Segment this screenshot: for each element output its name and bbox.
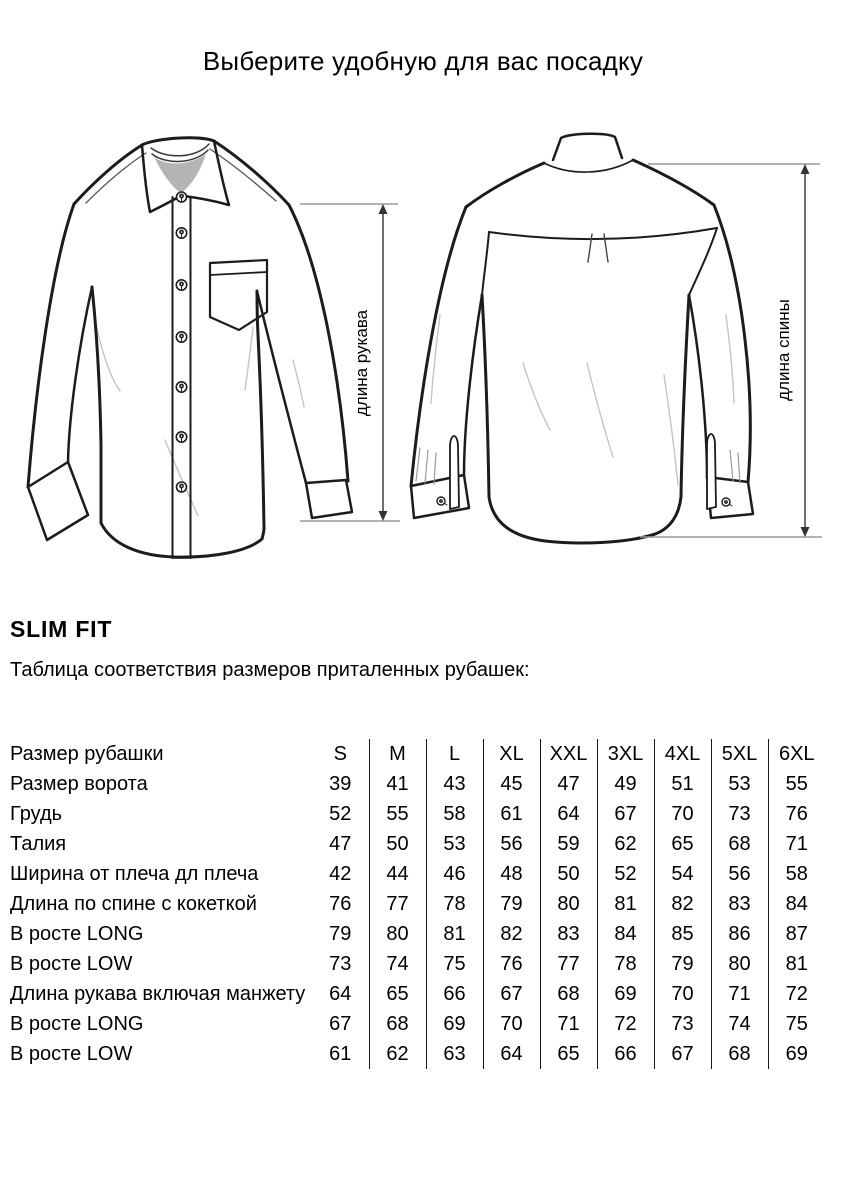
size-column-header: 4XL xyxy=(654,739,711,769)
size-table-row xyxy=(10,1009,825,1039)
size-value-cell: 71 xyxy=(711,979,768,1009)
size-value-cell: 72 xyxy=(768,979,825,1009)
size-value-cell: 51 xyxy=(654,769,711,799)
row-label: Ширина от плеча дл плеча xyxy=(10,862,259,885)
size-value-cell: 62 xyxy=(369,1039,426,1069)
row-label: Длина по спине с кокеткой xyxy=(10,892,257,915)
size-value-cell: 80 xyxy=(540,889,597,919)
sleeve-placket-right xyxy=(707,434,716,509)
size-value-cell: 49 xyxy=(597,769,654,799)
size-value-cell: 80 xyxy=(711,949,768,979)
row-label: В росте LOW xyxy=(10,1042,133,1065)
size-column-header: XXL xyxy=(540,739,597,769)
front-buttons xyxy=(176,192,186,492)
size-table-row xyxy=(10,949,825,979)
size-table-row xyxy=(10,799,825,829)
size-value-cell: 52 xyxy=(329,802,352,825)
size-table xyxy=(10,739,825,1069)
size-value-cell: 66 xyxy=(426,979,483,1009)
size-value-cell: 61 xyxy=(483,799,540,829)
row-label: Размер ворота xyxy=(10,772,148,795)
size-value-cell: 73 xyxy=(654,1009,711,1039)
shirt-back-drawing xyxy=(411,134,753,543)
size-value-cell: 75 xyxy=(768,1009,825,1039)
size-value-cell: 44 xyxy=(369,859,426,889)
size-table-row xyxy=(10,1039,825,1069)
size-value-cell: 61 xyxy=(329,1042,352,1065)
size-value-cell: 69 xyxy=(426,1009,483,1039)
size-table-row xyxy=(10,769,825,799)
size-table-row xyxy=(10,829,825,859)
size-value-cell: 78 xyxy=(597,949,654,979)
arrowhead-down-icon xyxy=(801,527,810,537)
size-value-cell: 82 xyxy=(654,889,711,919)
sleeve-length-label: длина рукава xyxy=(352,309,371,417)
size-value-cell: 70 xyxy=(654,979,711,1009)
arrowhead-up-icon xyxy=(379,204,388,214)
size-table-body xyxy=(10,739,825,1069)
size-value-cell: 71 xyxy=(768,829,825,859)
sleeve-length-dimension xyxy=(300,204,400,521)
row-label: Грудь xyxy=(10,802,63,825)
size-value-cell: 81 xyxy=(768,949,825,979)
size-value-cell: 68 xyxy=(369,1009,426,1039)
size-column-header: L xyxy=(426,739,483,769)
size-table-row xyxy=(10,859,825,889)
size-value-cell: 79 xyxy=(329,922,352,945)
size-value-cell: 86 xyxy=(711,919,768,949)
size-column-header: 5XL xyxy=(711,739,768,769)
row-label: В росте LOW xyxy=(10,952,133,975)
size-value-cell: 70 xyxy=(654,799,711,829)
size-value-cell: 73 xyxy=(329,952,352,975)
size-column-header: 6XL xyxy=(768,739,825,769)
size-value-cell: 52 xyxy=(597,859,654,889)
size-table-header-row xyxy=(10,739,825,769)
size-value-cell: 50 xyxy=(369,829,426,859)
size-value-cell: 41 xyxy=(369,769,426,799)
size-value-cell: 46 xyxy=(426,859,483,889)
size-value-cell: 58 xyxy=(768,859,825,889)
size-value-cell: 64 xyxy=(483,1039,540,1069)
size-value-cell: 55 xyxy=(369,799,426,829)
size-value-cell: 50 xyxy=(540,859,597,889)
size-table-row xyxy=(10,979,825,1009)
size-value-cell: 59 xyxy=(540,829,597,859)
arrowhead-down-icon xyxy=(379,511,388,521)
size-table-row xyxy=(10,919,825,949)
shirt-fit-diagram xyxy=(0,115,846,593)
size-value-cell: 65 xyxy=(540,1039,597,1069)
size-value-cell: 75 xyxy=(426,949,483,979)
row-label: Длина рукава включая манжету xyxy=(10,982,306,1005)
row-label: В росте LONG xyxy=(10,1012,144,1035)
size-value-cell: 56 xyxy=(483,829,540,859)
size-value-cell: 63 xyxy=(426,1039,483,1069)
size-value-cell: 70 xyxy=(483,1009,540,1039)
shirt-front-drawing xyxy=(28,138,352,558)
size-value-cell: 81 xyxy=(426,919,483,949)
size-value-cell: 65 xyxy=(369,979,426,1009)
size-value-cell: 68 xyxy=(540,979,597,1009)
size-value-cell: 72 xyxy=(597,1009,654,1039)
size-value-cell: 62 xyxy=(597,829,654,859)
size-value-cell: 48 xyxy=(483,859,540,889)
size-value-cell: 54 xyxy=(654,859,711,889)
size-value-cell: 76 xyxy=(329,892,352,915)
size-value-cell: 74 xyxy=(369,949,426,979)
cuff-button-right xyxy=(722,498,732,506)
size-value-cell: 43 xyxy=(426,769,483,799)
size-value-cell: 79 xyxy=(483,889,540,919)
size-value-cell: 83 xyxy=(540,919,597,949)
size-value-cell: 58 xyxy=(426,799,483,829)
size-value-cell: 79 xyxy=(654,949,711,979)
size-value-cell: 42 xyxy=(329,862,352,885)
size-value-cell: 39 xyxy=(329,772,352,795)
size-column-header: M xyxy=(369,739,426,769)
section-subtitle: Таблица соответствия размеров приталенных рубашек: xyxy=(10,659,530,681)
size-value-cell: 67 xyxy=(329,1012,352,1035)
cuff-button-left xyxy=(437,497,447,505)
size-value-cell: 81 xyxy=(597,889,654,919)
size-value-cell: 68 xyxy=(711,829,768,859)
size-value-cell: 83 xyxy=(711,889,768,919)
size-value-cell: 67 xyxy=(654,1039,711,1069)
size-value-cell: 64 xyxy=(540,799,597,829)
size-value-cell: 71 xyxy=(540,1009,597,1039)
size-value-cell: 78 xyxy=(426,889,483,919)
size-table-row xyxy=(10,889,825,919)
arrowhead-up-icon xyxy=(801,164,810,174)
page-title: Выберите удобную для вас посадку xyxy=(202,46,644,76)
size-value-cell: 69 xyxy=(597,979,654,1009)
size-value-cell: 87 xyxy=(768,919,825,949)
size-column-header: XL xyxy=(483,739,540,769)
size-value-cell: 73 xyxy=(711,799,768,829)
size-value-cell: 76 xyxy=(768,799,825,829)
size-value-cell: 84 xyxy=(597,919,654,949)
size-value-cell: 82 xyxy=(483,919,540,949)
size-value-cell: 55 xyxy=(768,769,825,799)
row-label: Размер рубашки xyxy=(10,742,164,765)
size-value-cell: 45 xyxy=(483,769,540,799)
size-value-cell: 69 xyxy=(768,1039,825,1069)
section-heading: SLIM FIT xyxy=(10,616,113,642)
size-value-cell: 76 xyxy=(483,949,540,979)
size-value-cell: 77 xyxy=(369,889,426,919)
row-label: В росте LONG xyxy=(10,922,144,945)
size-value-cell: 53 xyxy=(711,769,768,799)
size-value-cell: 84 xyxy=(768,889,825,919)
size-value-cell: 68 xyxy=(711,1039,768,1069)
size-value-cell: 53 xyxy=(426,829,483,859)
size-value-cell: 80 xyxy=(369,919,426,949)
size-column-header: S xyxy=(333,742,347,765)
size-value-cell: 77 xyxy=(540,949,597,979)
sleeve-placket-left xyxy=(450,436,459,509)
size-value-cell: 67 xyxy=(483,979,540,1009)
size-value-cell: 66 xyxy=(597,1039,654,1069)
size-value-cell: 64 xyxy=(329,982,352,1005)
row-label: Талия xyxy=(10,832,67,855)
back-length-label: длина спины xyxy=(774,299,793,401)
size-value-cell: 47 xyxy=(329,832,352,855)
size-column-header: 3XL xyxy=(597,739,654,769)
size-value-cell: 65 xyxy=(654,829,711,859)
size-value-cell: 47 xyxy=(540,769,597,799)
size-value-cell: 74 xyxy=(711,1009,768,1039)
size-value-cell: 85 xyxy=(654,919,711,949)
size-value-cell: 56 xyxy=(711,859,768,889)
size-value-cell: 67 xyxy=(597,799,654,829)
